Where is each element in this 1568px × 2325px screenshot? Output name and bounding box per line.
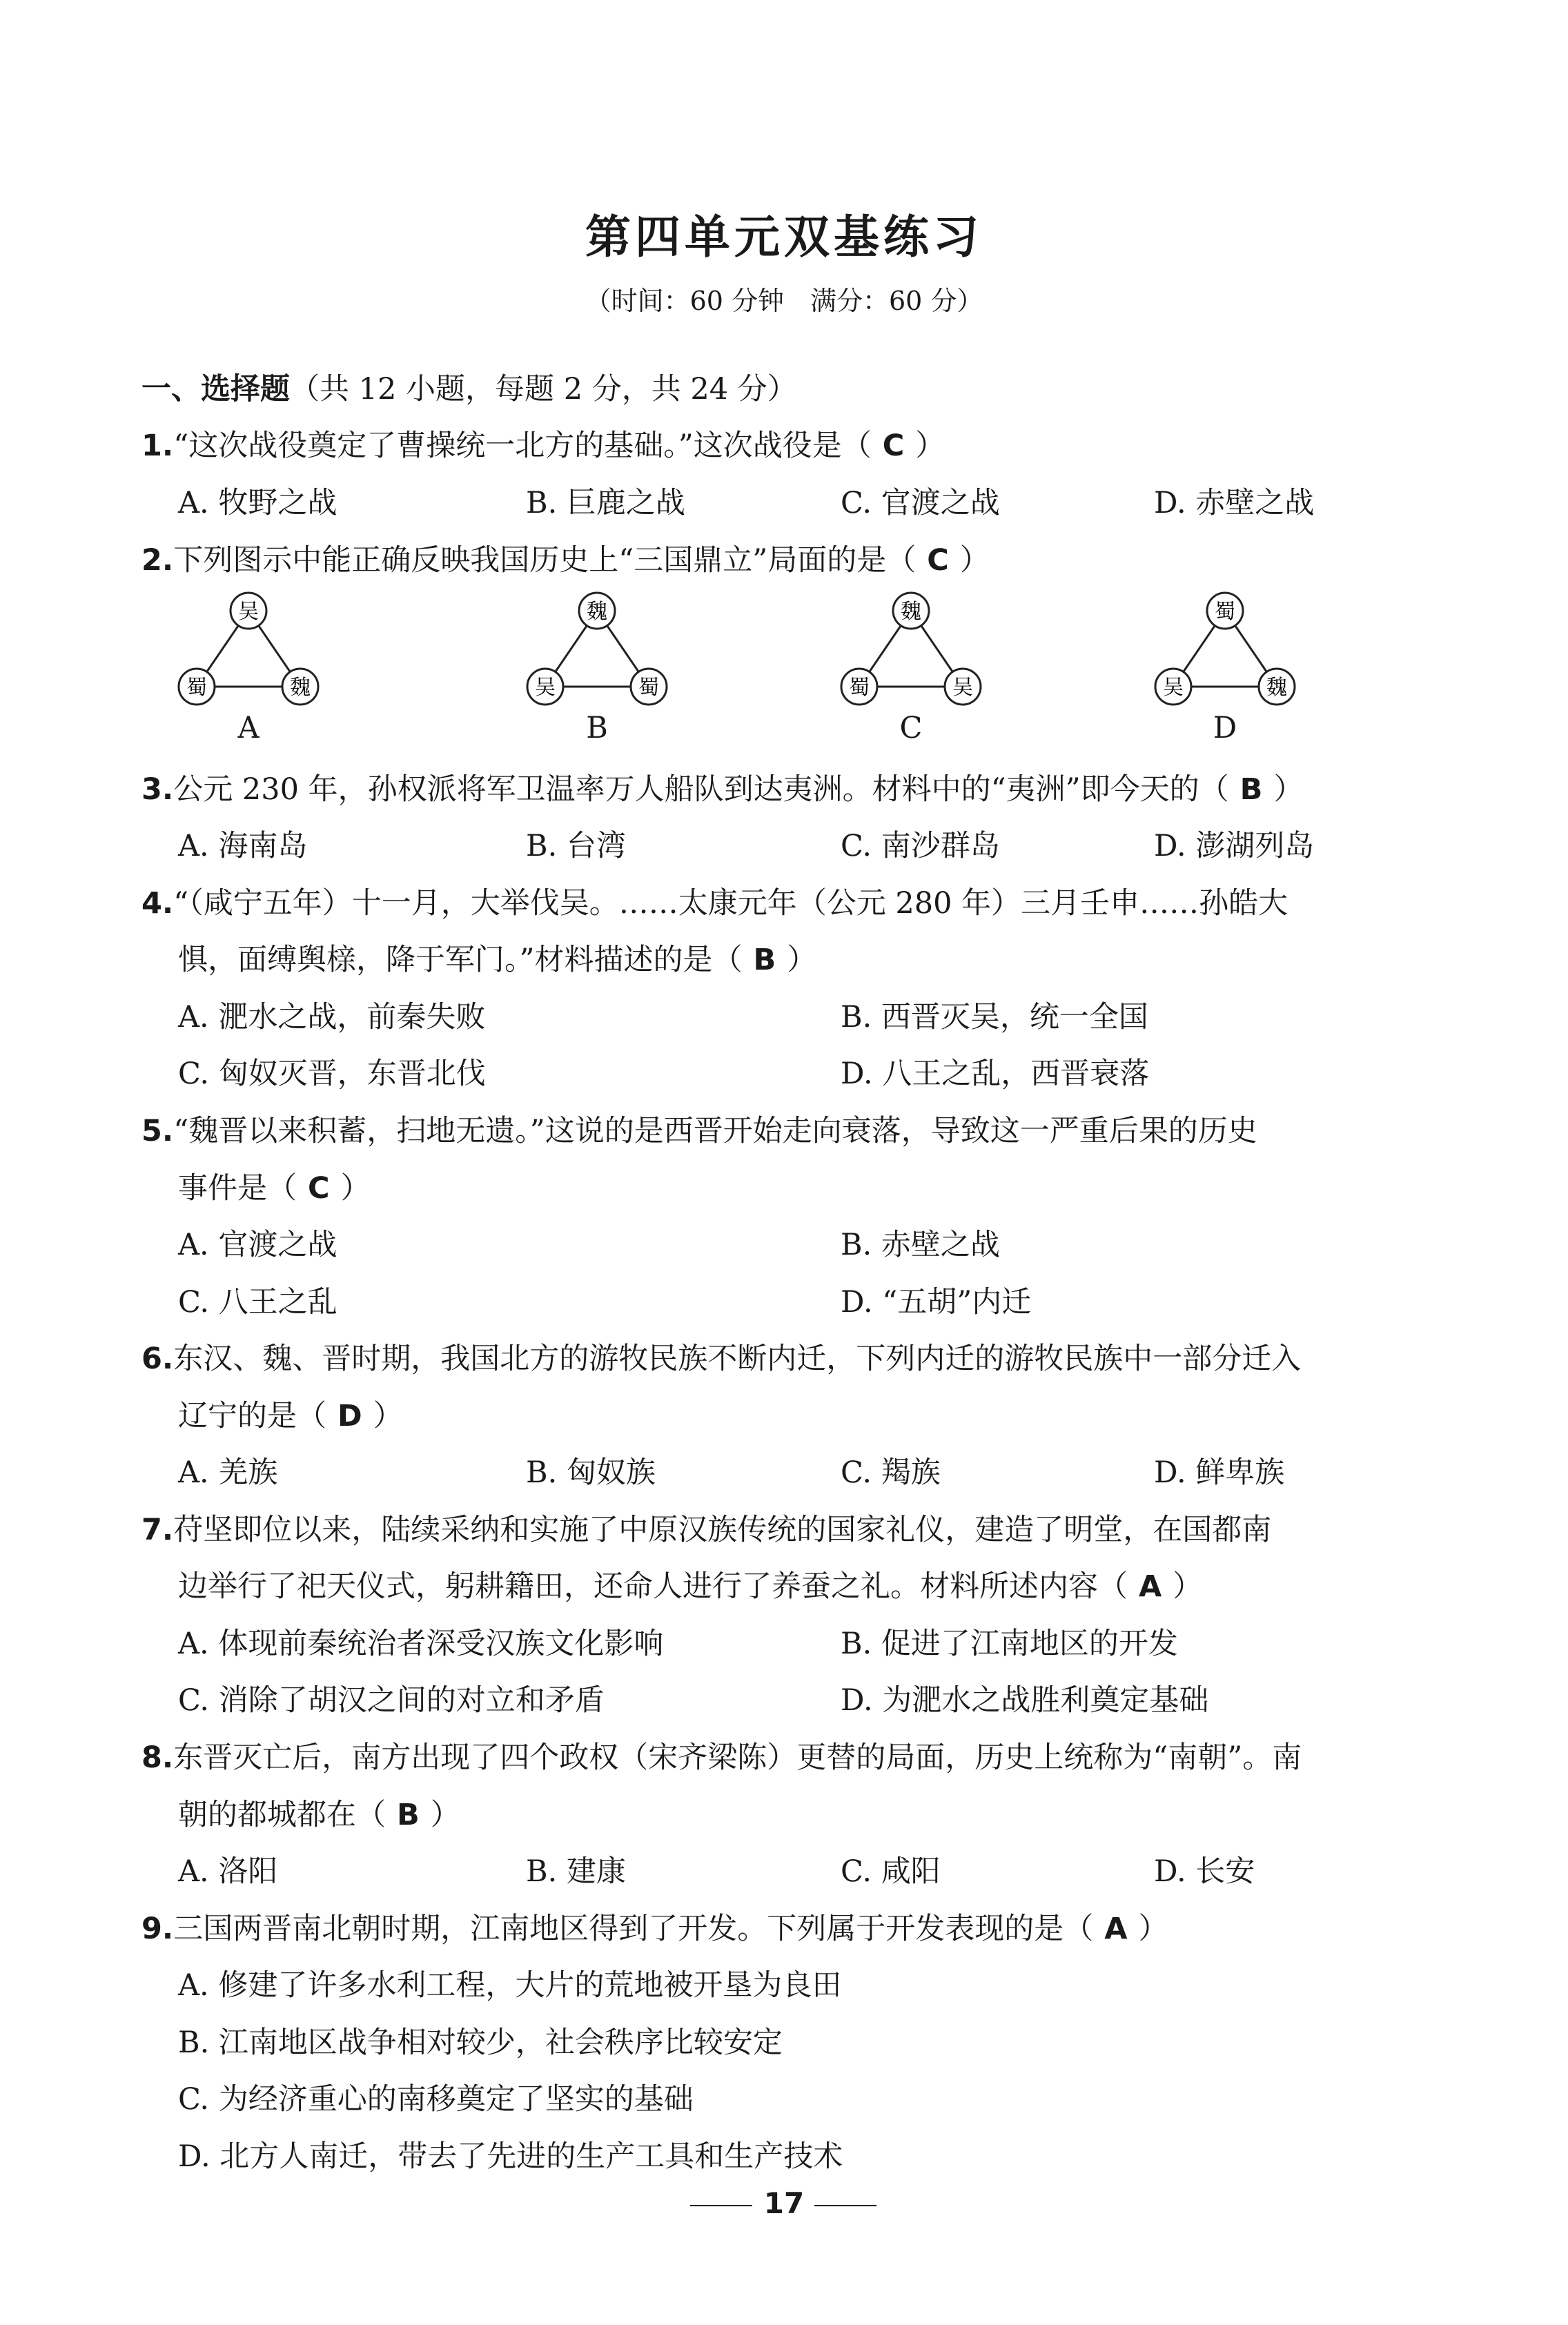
option-a: A. 修建了许多水利工程，大片的荒地被开垦为良田 xyxy=(178,1968,842,2003)
triangle-diagram xyxy=(169,590,328,707)
option-b: B. 赤壁之战 xyxy=(841,1228,1000,1262)
answer: B xyxy=(397,1798,420,1832)
question-number: 1. xyxy=(141,429,174,463)
question-6 xyxy=(141,1335,1301,1377)
option-a: A. 淝水之战，前秦失败 xyxy=(178,1000,486,1034)
triangle-diagram xyxy=(518,590,676,707)
option-d: D. “五胡”内迁 xyxy=(841,1285,1032,1320)
question-4-line-2 xyxy=(178,936,816,979)
node-left: 吴 xyxy=(1163,676,1184,700)
question-number: 5. xyxy=(141,1114,174,1148)
diagram-b xyxy=(518,590,676,745)
option-d: D. 八王之乱，西晋衰落 xyxy=(841,1057,1150,1091)
node-right: 吴 xyxy=(952,676,973,700)
answer: A xyxy=(1139,1569,1162,1604)
option-c: C. 羯族 xyxy=(841,1455,941,1490)
option-a: A. 海南岛 xyxy=(178,829,308,863)
option-d: D. 赤壁之战 xyxy=(1154,486,1315,520)
question-number: 2. xyxy=(141,543,174,578)
option-b: B. 建康 xyxy=(526,1854,626,1889)
option-a: A. 洛阳 xyxy=(178,1854,278,1889)
question-text-end: ） xyxy=(1173,1569,1203,1604)
option-d: D. 北方人南迁，带去了先进的生产工具和生产技术 xyxy=(178,2139,843,2174)
question-text: 事件是（ xyxy=(178,1171,297,1206)
question-text: 东晋灭亡后，南方出现了四个政权（宋齐梁陈）更替的局面，历史上统称为“南朝”。南 xyxy=(173,1740,1302,1775)
answer: C xyxy=(882,429,905,463)
answer: C xyxy=(308,1171,330,1206)
node-right: 魏 xyxy=(290,676,311,700)
option-a: A. 官渡之战 xyxy=(178,1228,337,1262)
question-text: 苻坚即位以来，陆续采纳和实施了中原汉族传统的国家礼仪，建造了明堂，在国都南 xyxy=(173,1513,1272,1547)
question-number: 3. xyxy=(141,772,174,807)
question-text: 辽宁的是（ xyxy=(178,1399,326,1433)
question-text: 下列图示中能正确反映我国历史上“三国鼎立”局面的是（ xyxy=(173,543,917,578)
question-text: “（咸宁五年）十一月，大举伐吴。……太康元年（公元 280 年）三月壬申……孙皓大 xyxy=(173,886,1288,921)
question-5-line-2 xyxy=(178,1165,371,1207)
option-b: B. 江南地区战争相对较少，社会秩序比较安定 xyxy=(178,2025,783,2060)
page-title: 第四单元双基练习 xyxy=(585,210,983,264)
question-text: 三国两晋南北朝时期，江南地区得到了开发。下列属于开发表现的是（ xyxy=(173,1912,1094,1946)
option-c: C. 咸阳 xyxy=(841,1854,941,1889)
question-4 xyxy=(141,880,1288,922)
question-number: 6. xyxy=(141,1342,174,1376)
option-b: B. 促进了江南地区的开发 xyxy=(841,1627,1178,1661)
question-3 xyxy=(141,766,1303,808)
option-b: B. 匈奴族 xyxy=(526,1455,656,1490)
question-number: 7. xyxy=(141,1513,174,1547)
option-c: C. 八王之乱 xyxy=(178,1285,337,1320)
option-b: B. 巨鹿之战 xyxy=(526,486,685,520)
diagram-a xyxy=(169,590,328,745)
page-number: 17 xyxy=(763,2186,805,2220)
diagram-d xyxy=(1146,590,1304,745)
option-c: C. 官渡之战 xyxy=(841,486,1000,520)
question-1 xyxy=(141,422,945,464)
question-8 xyxy=(141,1734,1302,1776)
diagram-label: B xyxy=(586,711,608,745)
answer: D xyxy=(337,1399,362,1433)
question-number: 4. xyxy=(141,886,174,921)
question-7 xyxy=(141,1507,1271,1549)
node-left: 蜀 xyxy=(849,676,870,700)
triangle-diagram xyxy=(1146,590,1304,707)
page-subtitle: （时间：60 分钟 满分：60 分） xyxy=(585,286,983,316)
option-b: B. 西晋灭吴，统一全国 xyxy=(841,1000,1148,1034)
question-text-end: ） xyxy=(1138,1912,1168,1946)
question-2 xyxy=(141,537,990,579)
question-number: 8. xyxy=(141,1740,174,1775)
option-d: D. 鲜卑族 xyxy=(1154,1455,1285,1490)
answer: B xyxy=(753,943,776,977)
node-right: 魏 xyxy=(1266,676,1287,700)
section-head: 一、选择题 xyxy=(141,372,290,406)
question-text-end: ） xyxy=(373,1399,403,1433)
question-text-end: ） xyxy=(959,543,990,578)
option-d: D. 长安 xyxy=(1154,1854,1255,1889)
question-text: 朝的都城都在（ xyxy=(178,1798,386,1832)
triangle-diagram xyxy=(832,590,990,707)
question-text: 东汉、魏、晋时期，我国北方的游牧民族不断内迁，下列内迁的游牧民族中一部分迁入 xyxy=(173,1342,1302,1376)
option-d: D. 为淝水之战胜利奠定基础 xyxy=(841,1683,1209,1718)
diagram-label: A xyxy=(237,711,259,745)
answer: B xyxy=(1239,772,1263,807)
question-8-line-2 xyxy=(178,1792,460,1834)
node-right: 蜀 xyxy=(638,676,659,700)
question-number: 9. xyxy=(141,1912,174,1946)
question-text-end: ） xyxy=(430,1798,460,1832)
question-text-end: ） xyxy=(787,943,817,977)
question-text: 边举行了祀天仪式，躬耕籍田，还命人进行了养蚕之礼。材料所述内容（ xyxy=(178,1569,1128,1604)
option-c: C. 匈奴灭晋，东晋北伐 xyxy=(178,1057,486,1091)
question-9 xyxy=(141,1905,1168,1948)
node-left: 吴 xyxy=(535,676,556,700)
option-c: C. 为经济重心的南移奠定了坚实的基础 xyxy=(178,2082,694,2117)
diagram-label: D xyxy=(1213,711,1237,745)
option-d: D. 澎湖列岛 xyxy=(1154,829,1315,863)
question-text: “魏晋以来积蓄，扫地无遗。”这说的是西晋开始走向衰落，导致这一严重后果的历史 xyxy=(173,1114,1257,1148)
question-text: 惧，面缚舆榇，降于军门。”材料描述的是（ xyxy=(178,943,743,977)
answer: C xyxy=(927,543,949,578)
section-heading xyxy=(141,366,797,408)
option-a: A. 体现前秦统治者深受汉族文化影响 xyxy=(178,1627,664,1661)
question-text-end: ） xyxy=(1273,772,1304,807)
option-c: C. 南沙群岛 xyxy=(841,829,1000,863)
question-text: “这次战役奠定了曹操统一北方的基础。”这次战役是（ xyxy=(173,429,872,463)
diagram-c xyxy=(832,590,990,745)
question-7-line-2 xyxy=(178,1563,1202,1605)
node-left: 蜀 xyxy=(186,676,207,700)
question-5 xyxy=(141,1108,1257,1150)
node-top: 吴 xyxy=(238,600,259,624)
diagram-label: C xyxy=(899,711,923,745)
option-b: B. 台湾 xyxy=(526,829,626,863)
question-6-line-2 xyxy=(178,1393,403,1435)
question-text-end: ） xyxy=(340,1171,371,1206)
question-text-end: ） xyxy=(915,429,945,463)
node-top: 蜀 xyxy=(1215,600,1235,624)
question-text: 公元 230 年，孙权派将军卫温率万人船队到达夷洲。材料中的“夷洲”即今天的（ xyxy=(173,772,1229,807)
node-top: 魏 xyxy=(901,600,921,624)
node-top: 魏 xyxy=(587,600,607,624)
page-number-rule-right xyxy=(814,2205,876,2206)
option-c: C. 消除了胡汉之间的对立和矛盾 xyxy=(178,1683,605,1718)
option-a: A. 牧野之战 xyxy=(178,486,337,520)
answer: A xyxy=(1104,1912,1128,1946)
option-a: A. 羌族 xyxy=(178,1455,278,1490)
section-rest: （共 12 小题，每题 2 分，共 24 分） xyxy=(290,372,797,406)
